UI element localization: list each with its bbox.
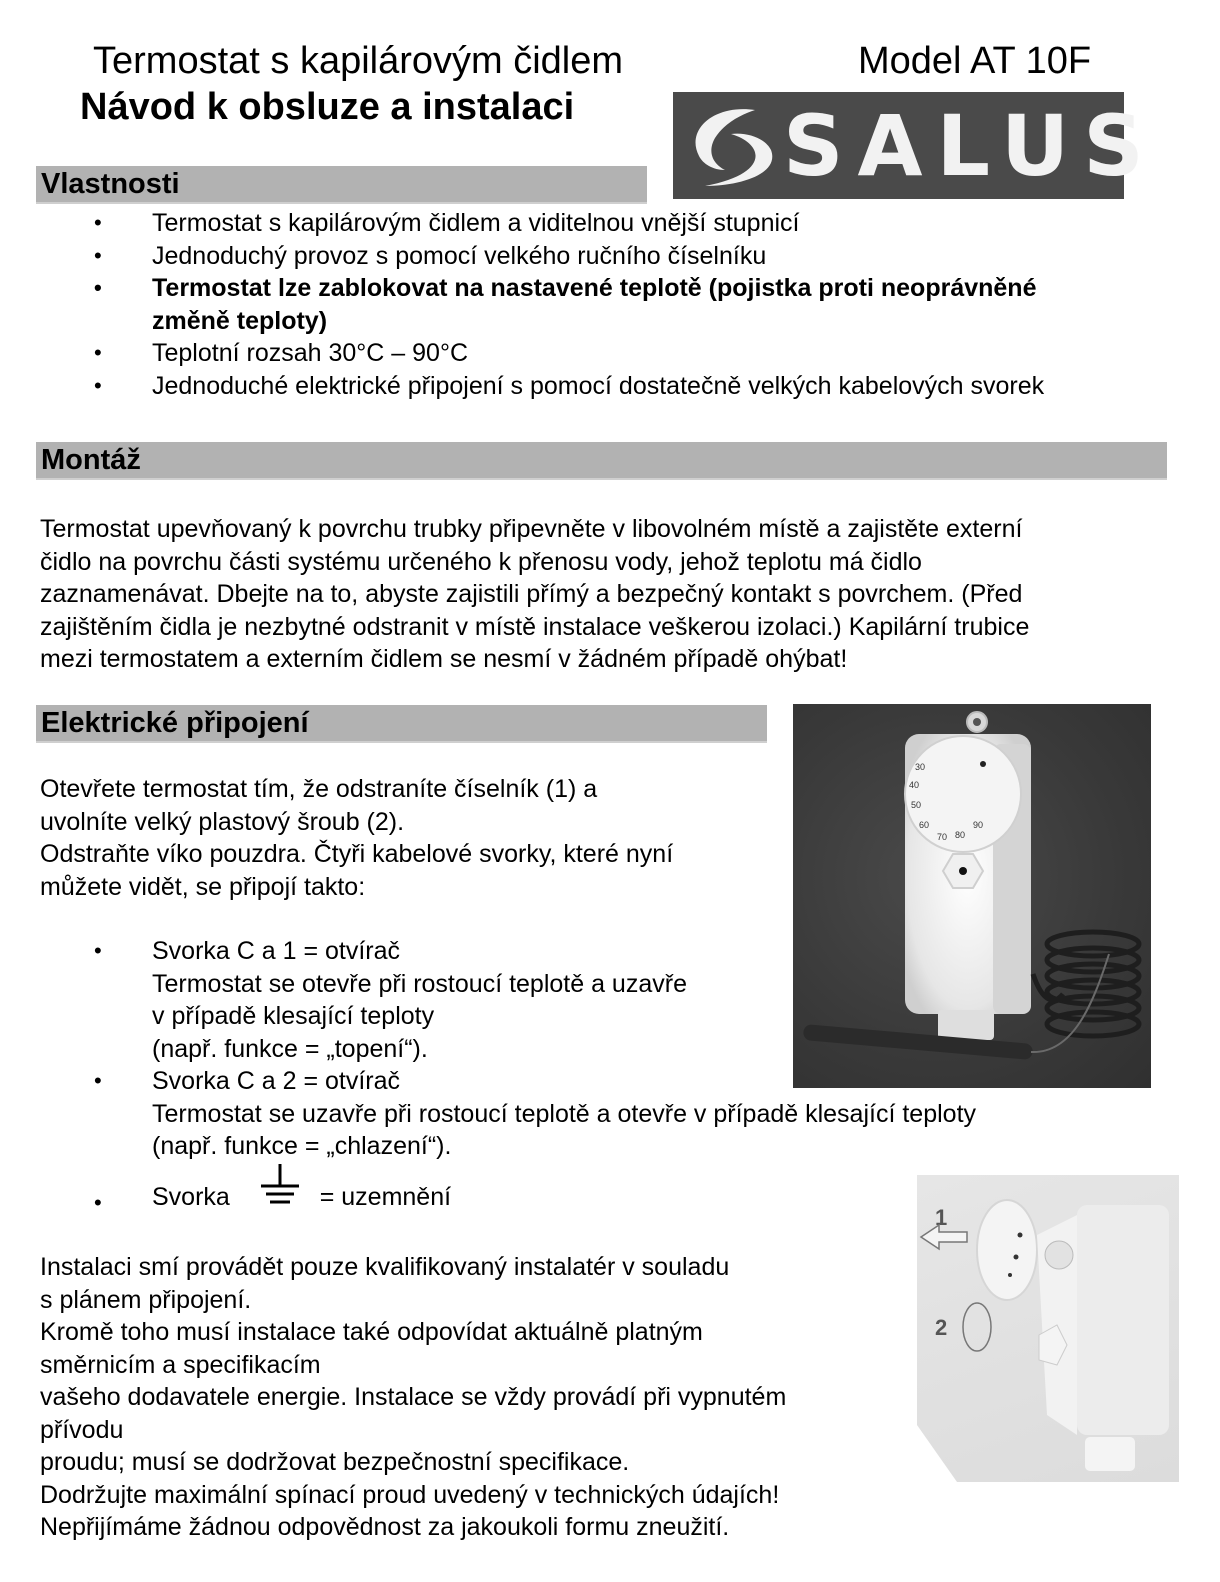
installation-notes (40, 1251, 786, 1544)
rotate-icon (963, 1303, 991, 1351)
list-item (36, 337, 1186, 370)
disassembly-photo (917, 1175, 1179, 1482)
model-number: Model AT 10F (858, 40, 1092, 82)
terminal-title: Svorka C a 2 = otvírač (152, 1067, 401, 1095)
paragraph-line: směrnicím a specifikacím (40, 1350, 321, 1379)
ground-icon (259, 1164, 301, 1210)
section-heading-mounting (36, 442, 1167, 480)
logo-wordmark: SALUS (783, 97, 1158, 195)
bullet-icon: • (94, 372, 102, 398)
electrical-intro (40, 773, 673, 903)
paragraph-line: proudu; musí se dodržovat bezpečnostní specifikace. (40, 1448, 630, 1476)
paragraph-line: Termostat upevňovaný k povrchu trubky připevněte v libovolném místě a zajistěte externí (40, 515, 1023, 543)
document-subtitle: Návod k obsluze a instalaci (80, 86, 575, 128)
paragraph-line: zajištěním čidla je nezbytné odstranit v místě instalace veškerou izolaci.) Kapilární trubice (40, 612, 1030, 641)
bullet-icon: • (94, 340, 102, 365)
terminal-desc: Termostat se uzavře při rostoucí teplotě a otevře v případě klesající teploty (152, 1099, 977, 1128)
paragraph-line: čidlo na povrchu části systému určeného k přenosu vody, jehož teplotu má čidlo (40, 547, 922, 576)
bullet-icon: • (94, 1068, 102, 1093)
terminal-desc: v případě klesající teploty (152, 1002, 435, 1030)
product-photo (793, 704, 1151, 1088)
paragraph-line: Otevřete termostat tím, že odstraníte číselník (1) a (40, 775, 598, 803)
bullet-icon: • (94, 242, 102, 268)
paragraph-line: zaznamenávat. Dbejte na to, abyste zajistili přímý a bezpečný kontakt s povrchem. (Před (40, 580, 1023, 608)
paragraph-line: Nepřijímáme žádnou odpovědnost za jakoukoli formu zneužití. (40, 1513, 730, 1541)
dial-label: 60 (919, 820, 930, 830)
bullet-icon: • (94, 1189, 102, 1215)
list-item (36, 370, 1186, 403)
list-item-text: Jednoduchý provoz s pomocí velkého ručního číselníku (152, 241, 767, 270)
dial-label: 90 (973, 820, 984, 830)
dial-label: 70 (937, 832, 948, 842)
bullet-icon: • (94, 275, 102, 300)
terminal-desc: (např. funkce = „topení“). (152, 1034, 428, 1063)
paragraph-line: uvolníte velký plastový šroub (2). (40, 807, 405, 836)
list-item-text-continued: změně teploty) (152, 306, 328, 335)
list-item (36, 272, 1186, 337)
salus-logo (673, 92, 1158, 199)
paragraph-line: vašeho dodavatele energie. Instalace se vždy provádí při vypnutém (40, 1383, 787, 1411)
mounting-paragraph (40, 513, 1029, 676)
terminal-desc: Termostat se otevře při rostoucí teplotě a uzavře (152, 969, 687, 998)
list-item-text: Jednoduché elektrické připojení s pomocí dostatečně velkých kabelových svorek (152, 371, 1045, 400)
document-title: Termostat s kapilárovým čidlem (93, 40, 624, 82)
list-item-text: Termostat s kapilárovým čidlem a viditelnou vnější stupnicí (152, 209, 800, 237)
terminal-desc: (např. funkce = „chlazení“). (152, 1132, 452, 1160)
paragraph-line: Kromě toho musí instalace také odpovídat aktuálně platným (40, 1318, 703, 1346)
list-item-text: Teplotní rozsah 30°C – 90°C (152, 339, 469, 367)
step-label-2: 2 (935, 1315, 948, 1340)
step-label-1: 1 (935, 1205, 948, 1230)
salus-swoosh-icon (685, 104, 785, 188)
paragraph-line: Dodržujte maximální spínací proud uvedený v technických údajích! (40, 1480, 780, 1509)
terminal-title: Svorka C a 1 = otvírač (152, 937, 401, 965)
section-heading-text: Montáž (41, 444, 141, 476)
paragraph-line: přívodu (40, 1415, 124, 1444)
bullet-icon: • (94, 938, 102, 963)
section-heading-features (36, 166, 647, 204)
dial-label: 30 (915, 762, 926, 772)
disassembly-illustration (917, 1175, 1179, 1482)
dial-label: 50 (911, 800, 922, 810)
terminal-desc: = uzemnění (319, 1182, 452, 1211)
paragraph-line: můžete vidět, se připojí takto: (40, 872, 366, 901)
paragraph-line: mezi termostatem a externím čidlem se nesmí v žádném případě ohýbat! (40, 645, 848, 673)
section-heading-text: Vlastnosti (41, 168, 180, 200)
thermostat-illustration (793, 704, 1151, 1088)
bullet-icon: • (94, 210, 102, 235)
list-item (36, 240, 1186, 273)
dial-label: 40 (909, 780, 920, 790)
list-item (36, 207, 1186, 240)
paragraph-line: Instalaci smí provádět pouze kvalifikovaný instalatér v souladu (40, 1253, 730, 1281)
paragraph-line: Odstraňte víko pouzdra. Čtyři kabelové svorky, které nyní (40, 840, 674, 868)
features-list (36, 207, 1186, 402)
section-heading-text: Elektrické připojení (41, 707, 309, 739)
dial-label: 80 (955, 830, 966, 840)
section-heading-electrical (36, 705, 767, 743)
paragraph-line: s plánem připojení. (40, 1285, 252, 1314)
terminal-title: Svorka (152, 1182, 230, 1211)
list-item-text: Termostat lze zablokovat na nastavené teplotě (pojistka proti neoprávněné (152, 274, 1037, 302)
